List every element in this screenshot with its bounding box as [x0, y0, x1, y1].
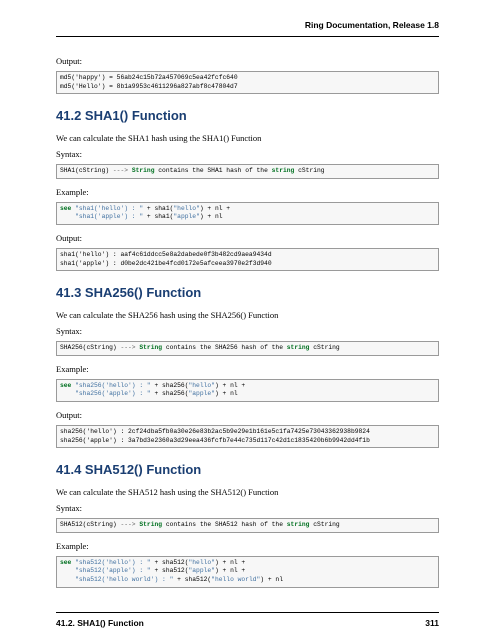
code-arrow: --->: [112, 167, 129, 175]
page-number: 311: [425, 618, 439, 628]
code-string: "sha512('hello world') : ": [75, 575, 174, 583]
code-keyword: see: [60, 558, 72, 566]
code-keyword: String: [139, 344, 163, 352]
code-text: SHA256(cString): [60, 344, 121, 352]
code-string: "apple": [188, 567, 215, 575]
code-string: "sha1('apple') : ": [75, 213, 144, 221]
code-text: + sha1(: [143, 204, 174, 212]
md5-output-block: [56, 71, 439, 94]
code-keyword: see: [60, 204, 72, 212]
sha256-output-block: [56, 425, 439, 448]
syntax-label: Syntax:: [56, 503, 82, 514]
syntax-label: Syntax:: [56, 149, 82, 160]
sha512-syntax-block: [56, 518, 439, 533]
code-text: ) + nl +: [199, 204, 231, 212]
output-label: Output:: [56, 409, 82, 420]
running-footer: [56, 618, 439, 628]
code-text: [60, 213, 75, 220]
code-text: cString: [309, 521, 340, 529]
sha1-syntax-block: [56, 164, 439, 179]
section-heading-sha512: 41.4 SHA512() Function: [56, 462, 202, 478]
section-heading-sha1: 41.2 SHA1() Function: [56, 108, 187, 124]
code-text: + sha256(: [150, 390, 189, 398]
sha1-output-block: [56, 248, 439, 271]
code-text: contains the SHA256 hash of the: [162, 344, 287, 352]
code-text: + sha512(: [150, 567, 189, 575]
sha256-example-block: [56, 379, 439, 402]
code-string: "sha256('apple') : ": [75, 390, 151, 398]
code-string: "sha256('hello') : ": [75, 381, 151, 389]
code-text: ) + nl: [260, 575, 283, 583]
sha1-intro: We can calculate the SHA1 hash using the SHA1() Function: [56, 133, 262, 144]
sha512-intro: We can calculate the SHA512 hash using the SHA512() Function: [56, 487, 279, 498]
code-text: SHA512(cString): [60, 521, 121, 529]
code-string: "hello": [173, 204, 200, 212]
code-keyword: String: [131, 167, 155, 175]
code-line: sha1('apple') : d0be2dc421be4fcd0172e5afceea3970e2f3d940: [60, 259, 272, 267]
code-text: ) + nl: [199, 213, 223, 221]
code-line: sha1('hello') : aaf4c61ddcc5e8a2dabede0f3b482cd9aea9434d: [60, 250, 272, 258]
output-label: Output:: [56, 232, 82, 243]
code-string: "sha1('hello') : ": [75, 204, 144, 212]
code-text: ) + nl +: [214, 567, 246, 575]
example-label: Example:: [56, 363, 89, 374]
code-text: ) + nl +: [214, 558, 246, 566]
code-text: [60, 390, 75, 397]
code-text: [60, 576, 75, 583]
output-label: Output:: [56, 56, 82, 66]
code-arrow: --->: [120, 344, 136, 352]
code-text: SHA1(cString): [60, 167, 113, 175]
code-text: + sha256(: [150, 381, 189, 389]
code-line: md5('Hello') = 8b1a9953c4611296a827abf8c47804d7: [60, 82, 238, 90]
code-keyword: string: [271, 167, 295, 175]
code-keyword: see: [60, 381, 72, 389]
code-string: "hello world": [211, 575, 261, 583]
footer-rule: [56, 612, 439, 613]
running-header: Ring Documentation, Release 1.8: [304, 20, 439, 30]
page-content: [56, 56, 439, 596]
code-text: + sha512(: [150, 558, 189, 566]
header-rule: [56, 36, 439, 37]
code-string: "apple": [173, 213, 200, 221]
code-keyword: string: [286, 521, 310, 529]
sha512-example-block: [56, 556, 439, 588]
code-string: "sha512('hello') : ": [75, 558, 151, 566]
code-text: + sha1(: [143, 213, 174, 221]
code-string: "apple": [188, 390, 215, 398]
code-string: "hello": [188, 558, 215, 566]
code-text: contains the SHA1 hash of the: [154, 167, 272, 175]
code-string: "hello": [188, 381, 215, 389]
example-label: Example:: [56, 186, 89, 197]
example-label: Example:: [56, 540, 89, 551]
code-text: + sha512(: [173, 575, 212, 583]
code-arrow: --->: [120, 521, 136, 529]
code-line: sha256('apple') : 3a7bd3e2360a3d29eea436fcfb7e44c735d117c42d1c1835420b6b9942dd4f1b: [60, 436, 370, 444]
syntax-label: Syntax:: [56, 326, 82, 337]
code-text: cString: [294, 167, 325, 175]
code-keyword: String: [139, 521, 163, 529]
code-string: "sha512('apple') : ": [75, 567, 151, 575]
footer-section-title: 41.2. SHA1() Function: [56, 618, 144, 628]
sha1-example-block: [56, 202, 439, 225]
code-text: contains the SHA512 hash of the: [162, 521, 287, 529]
code-text: ) + nl: [214, 390, 238, 398]
sha256-syntax-block: [56, 341, 439, 356]
code-line: md5('happy') = 56ab24c15b72a457069c5ea42fcfc640: [60, 74, 238, 81]
code-line: sha256('hello') : 2cf24dba5fb0a30e26e83b2ac5b9e29e1b161e5c1fa7425e73043362938b9824: [60, 427, 370, 435]
code-text: cString: [309, 344, 340, 352]
code-text: ) + nl +: [214, 381, 246, 389]
code-keyword: string: [286, 344, 310, 352]
sha256-intro: We can calculate the SHA256 hash using the SHA256() Function: [56, 310, 279, 321]
section-heading-sha256: 41.3 SHA256() Function: [56, 285, 202, 301]
code-text: [60, 567, 75, 574]
